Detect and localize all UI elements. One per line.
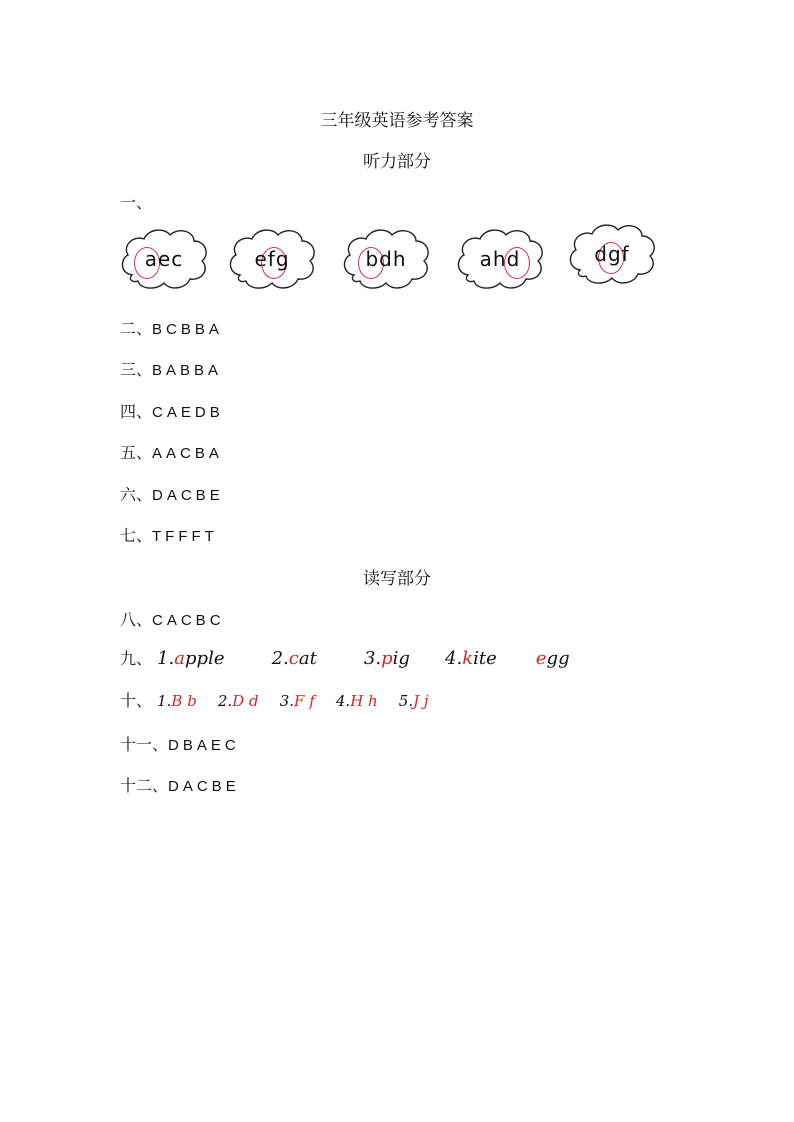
item-number: 1. [157, 648, 175, 669]
letter-pair-5 [399, 692, 429, 710]
answer-row-10 [120, 688, 429, 711]
answer-row-12 [120, 773, 240, 796]
word-rest: gg [546, 648, 570, 669]
item-number: 2. [271, 648, 289, 669]
word-3 [364, 648, 410, 669]
answer-text: DBAEC [168, 737, 240, 754]
answer-text: BABBA [152, 362, 223, 379]
answer-row-5 [120, 440, 223, 463]
answer-row-4 [120, 399, 224, 422]
filled-letters: B b [171, 692, 197, 710]
cloud-letters: bdh [365, 247, 407, 271]
letter-pair-1 [157, 692, 197, 710]
letter-pair-3 [280, 692, 315, 710]
filled-letters: H h [350, 692, 378, 710]
item-number: 4. [335, 692, 351, 710]
cloud-2 [226, 225, 318, 293]
answer-text: CACBC [152, 612, 225, 629]
word-rest: ig [392, 648, 410, 669]
listening-section-title: 听力部分 [363, 152, 431, 172]
question-number: 二、 [120, 319, 153, 338]
word-4 [445, 648, 497, 669]
reading-writing-section-title: 读写部分 [363, 569, 431, 589]
question-number: 十一、 [120, 735, 169, 754]
filled-letter: k [462, 648, 474, 669]
answer-row-3 [120, 357, 222, 380]
answer-text: TFFFT [152, 528, 218, 545]
item-number: 1. [157, 692, 172, 710]
question-number: 四、 [120, 402, 153, 421]
letter-pair-2 [218, 692, 259, 710]
question-number: 十、 [120, 691, 153, 710]
item-number: 5. [398, 692, 414, 710]
question-number: 八、 [120, 610, 153, 629]
answer-row-9 [120, 646, 570, 669]
filled-letters: J j [413, 692, 429, 710]
cloud-letters: aec [144, 247, 184, 271]
filled-letter: p [381, 648, 393, 669]
page-title: 三年级英语参考答案 [320, 111, 474, 131]
filled-letters: F f [294, 692, 315, 710]
question-number: 九、 [120, 649, 153, 668]
cloud-4 [454, 225, 546, 293]
word-rest: ite [473, 648, 497, 669]
filled-letter: a [174, 648, 186, 669]
q1-label: 一、 [120, 193, 153, 212]
cloud-3 [340, 225, 432, 293]
question-number: 五、 [120, 443, 153, 462]
cloud-letters: efg [254, 247, 290, 271]
answer-text: DACBE [152, 487, 224, 504]
answer-row-8 [120, 607, 225, 630]
question-number: 十二、 [120, 776, 169, 795]
word-rest: at [298, 648, 317, 669]
filled-letter: c [288, 648, 299, 669]
item-number: 2. [217, 692, 233, 710]
answer-text: AACBA [152, 445, 223, 462]
answer-row-2 [120, 316, 223, 339]
cloud-letters: dgf [594, 242, 630, 266]
answer-row-6 [120, 482, 224, 505]
answer-text: DACBE [168, 778, 240, 795]
word-5 [536, 648, 570, 669]
answer-text: CAEDB [152, 404, 224, 421]
question-number: 六、 [120, 485, 153, 504]
item-number: 3. [279, 692, 295, 710]
cloud-5 [566, 220, 658, 288]
answer-row-11 [120, 732, 240, 755]
filled-letters: D d [232, 692, 259, 710]
question-number: 三、 [120, 360, 153, 379]
item-number: 4. [445, 648, 463, 669]
filled-letter: e [535, 648, 547, 669]
word-rest: pple [185, 648, 225, 669]
word-2 [272, 648, 317, 669]
answer-text: BCBBA [152, 321, 223, 338]
question-number: 七、 [120, 526, 153, 545]
letter-pair-4 [336, 692, 378, 710]
item-number: 3. [363, 648, 382, 669]
cloud-1 [118, 225, 210, 293]
answer-row-7 [120, 523, 218, 546]
word-1 [157, 648, 224, 669]
cloud-letters: ahd [479, 247, 521, 271]
